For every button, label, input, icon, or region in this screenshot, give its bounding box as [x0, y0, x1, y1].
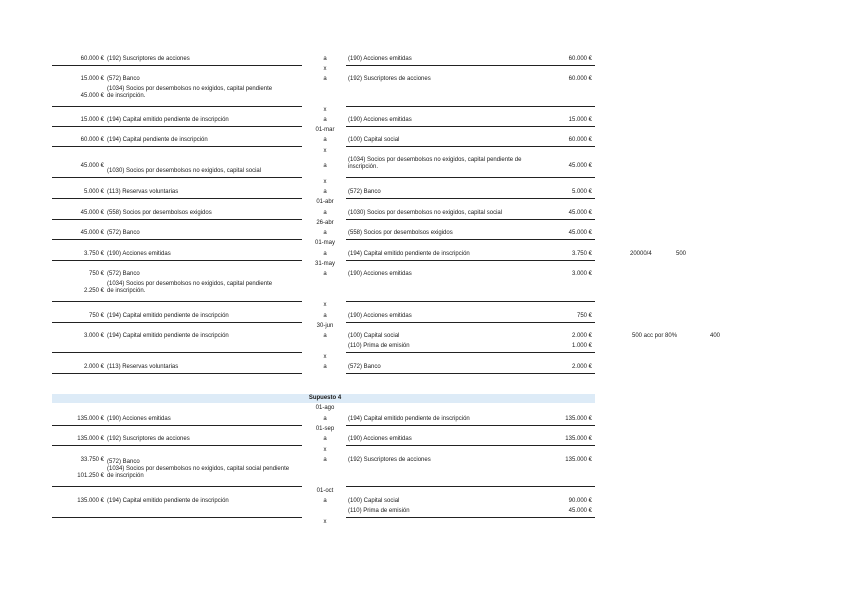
credit-account: (572) Banco [348, 189, 381, 195]
credit-amount: 45.000 € [568, 210, 592, 216]
entry-date: 30-jun [316, 323, 334, 329]
entry-divider-left [52, 106, 302, 107]
credit-amount: 15.000 € [568, 117, 592, 123]
connector-a: a [323, 333, 327, 339]
entry-divider-left [52, 425, 302, 426]
debit-amount: 45.000 € [80, 93, 104, 99]
credit-amount: 45.000 € [568, 230, 592, 236]
debit-amount: 45.000 € [80, 210, 104, 216]
entry-divider-left [52, 486, 302, 487]
entry-divider-right [346, 301, 595, 302]
entry-marker: x [323, 66, 327, 72]
entry-divider-right [346, 260, 595, 261]
credit-account: (100) Capital social [348, 333, 400, 339]
credit-account: (194) Capital emitido pendiente de inscripción [348, 416, 470, 422]
entry-marker: x [323, 148, 327, 154]
debit-account: (572) Banco [107, 459, 140, 465]
credit-amount: 2.000 € [571, 333, 592, 339]
side-note-formula: 20000/4 [630, 251, 652, 257]
debit-amount: 15.000 € [80, 76, 104, 82]
debit-account: (113) Reservas voluntarias [107, 364, 179, 370]
debit-amount: 101.250 € [77, 473, 104, 479]
credit-amount: 60.000 € [568, 76, 592, 82]
entry-divider-left [52, 219, 302, 220]
entry-divider-left [52, 301, 302, 302]
debit-account: (572) Banco [107, 230, 140, 236]
connector-a: a [323, 117, 327, 123]
debit-amount: 135.000 € [77, 416, 104, 422]
credit-account: (100) Capital social [348, 137, 400, 143]
entry-divider-left [52, 177, 302, 178]
connector-a: a [323, 210, 327, 216]
debit-amount: 750 € [88, 313, 104, 319]
credit-amount: 135.000 € [565, 416, 592, 422]
debit-account: (192) Suscriptores de acciones [107, 436, 190, 442]
debit-account: (194) Capital emitido pendiente de inscripción [107, 313, 229, 319]
connector-a: a [323, 313, 327, 319]
entry-marker: x [323, 302, 327, 308]
debit-account: (1030) Socios por desembolsos no exigidos, capital social [107, 168, 262, 174]
entry-divider-left [52, 126, 302, 127]
entry-divider-right [346, 177, 595, 178]
debit-amount: 45.000 € [80, 163, 104, 169]
entry-date: 01-may [314, 240, 335, 246]
entry-divider-left [52, 445, 302, 446]
credit-amount: 45.000 € [568, 508, 592, 514]
credit-amount: 750 € [576, 313, 592, 319]
credit-account: (558) Socios por desembolsos exigidos [348, 230, 453, 236]
entry-date: 01-mar [315, 127, 335, 133]
debit-amount: 750 € [88, 271, 104, 277]
debit-amount: 60.000 € [80, 137, 104, 143]
credit-account: (100) Capital social [348, 498, 400, 504]
debit-amount: 60.000 € [80, 56, 104, 62]
connector-a: a [323, 137, 327, 143]
entry-divider-right [346, 445, 595, 446]
credit-amount: 2.000 € [571, 364, 592, 370]
connector-a: a [323, 416, 327, 422]
credit-account: (190) Acciones emitidas [348, 271, 412, 277]
debit-account: (1034) Socios por desembolsos no exigidos, capital pendiente de inscripción. [107, 281, 273, 294]
credit-account: (190) Acciones emitidas [348, 56, 412, 62]
entry-date: 01-ago [315, 405, 335, 411]
credit-account: (572) Banco [348, 364, 381, 370]
entry-date: 26-abr [316, 220, 334, 226]
connector-a: a [323, 364, 327, 370]
debit-amount: 2.000 € [83, 364, 104, 370]
entry-divider-left [52, 198, 302, 199]
entry-divider-left [52, 373, 302, 374]
entry-divider-right [346, 373, 595, 374]
entry-divider-right [346, 146, 595, 147]
debit-amount: 5.000 € [83, 189, 104, 195]
entry-divider-right [346, 126, 595, 127]
debit-account: (558) Socios por desembolsos exigidos [107, 210, 212, 216]
entry-divider-left [52, 260, 302, 261]
entry-divider-right [346, 425, 595, 426]
entry-divider-left [52, 322, 302, 323]
entry-divider-left [52, 517, 302, 518]
entry-divider-right [346, 198, 595, 199]
debit-amount: 33.750 € [80, 457, 104, 463]
entry-date: 31-may [314, 261, 335, 267]
debit-account: (572) Banco [107, 76, 140, 82]
debit-account: (572) Banco [107, 271, 140, 277]
debit-amount: 135.000 € [77, 436, 104, 442]
credit-amount: 135.000 € [565, 436, 592, 442]
credit-account: (194) Capital emitido pendiente de inscripción [348, 251, 470, 257]
entry-divider-right [346, 517, 595, 518]
credit-account: (1030) Socios por desembolsos no exigidos, capital social [348, 210, 503, 216]
credit-amount: 5.000 € [571, 189, 592, 195]
side-note-formula: 500 acc por 80% [632, 333, 678, 339]
entry-divider-right [346, 352, 595, 353]
debit-account: (190) Acciones emitidas [107, 416, 171, 422]
debit-account: (194) Capital emitido pendiente de inscripción [107, 333, 229, 339]
entry-divider-left [52, 146, 302, 147]
credit-amount: 90.000 € [568, 498, 592, 504]
entry-divider-left [52, 65, 302, 66]
entry-divider-left [52, 239, 302, 240]
debit-account: (192) Suscriptores de acciones [107, 56, 190, 62]
debit-amount: 45.000 € [80, 230, 104, 236]
debit-account: (194) Capital pendiente de inscripción [107, 137, 208, 143]
entry-divider-left [52, 352, 302, 353]
connector-a: a [323, 271, 327, 277]
entry-divider-right [346, 65, 595, 66]
entry-date: 01-abr [316, 199, 334, 205]
debit-amount: 3.750 € [83, 251, 104, 257]
debit-amount: 15.000 € [80, 117, 104, 123]
credit-account: (110) Prima de emisión [348, 508, 410, 514]
entry-divider-right [346, 106, 595, 107]
connector-a: a [323, 436, 327, 442]
credit-amount: 1.000 € [571, 343, 592, 349]
credit-amount: 135.000 € [565, 457, 592, 463]
credit-account: (192) Suscriptores de acciones [348, 457, 431, 463]
connector-a: a [323, 251, 327, 257]
entry-marker: x [323, 519, 327, 525]
debit-amount: 3.000 € [83, 333, 104, 339]
debit-account: (1034) Socios por desembolsos no exigidos, capital social pendiente de inscripción [107, 466, 290, 479]
section-header: Supuesto 4 [308, 395, 342, 401]
credit-amount: 45.000 € [568, 163, 592, 169]
connector-a: a [323, 230, 327, 236]
entry-date: 01-oct [316, 488, 334, 494]
debit-account: (1034) Socios por desembolsos no exigidos, capital pendiente de inscripción. [107, 86, 273, 99]
connector-a: a [323, 76, 327, 82]
entry-marker: x [323, 354, 327, 360]
entry-divider-right [346, 219, 595, 220]
credit-account: (192) Suscriptores de acciones [348, 76, 431, 82]
credit-amount: 3.750 € [571, 251, 592, 257]
credit-account: (190) Acciones emitidas [348, 117, 412, 123]
side-note-value: 400 [710, 333, 721, 339]
credit-account: (1034) Socios por desembolsos no exigidos, capital pendiente de inscripción. [348, 157, 522, 170]
debit-amount: 135.000 € [77, 498, 104, 504]
debit-amount: 2.250 € [83, 288, 104, 294]
entry-divider-right [346, 486, 595, 487]
entry-divider-right [346, 239, 595, 240]
connector-a: a [323, 498, 327, 504]
connector-a: a [323, 189, 327, 195]
credit-account: (190) Acciones emitidas [348, 436, 412, 442]
entry-date: 01-sep [315, 426, 335, 432]
credit-amount: 60.000 € [568, 137, 592, 143]
side-note-value: 500 [676, 251, 687, 257]
entry-marker: x [323, 447, 327, 453]
entry-marker: x [323, 107, 327, 113]
connector-a: a [323, 56, 327, 62]
entry-marker: x [323, 179, 327, 185]
credit-account: (110) Prima de emisión [348, 343, 410, 349]
connector-a: a [323, 457, 327, 463]
credit-amount: 60.000 € [568, 56, 592, 62]
debit-account: (194) Capital emitido pendiente de inscripción [107, 117, 229, 123]
debit-account: (194) Capital emitido pendiente de inscripción [107, 498, 229, 504]
entry-divider-right [346, 322, 595, 323]
debit-account: (190) Acciones emitidas [107, 251, 171, 257]
connector-a: a [323, 163, 327, 169]
credit-amount: 3.000 € [571, 271, 592, 277]
debit-account: (113) Reservas voluntarias [107, 189, 179, 195]
credit-account: (190) Acciones emitidas [348, 313, 412, 319]
